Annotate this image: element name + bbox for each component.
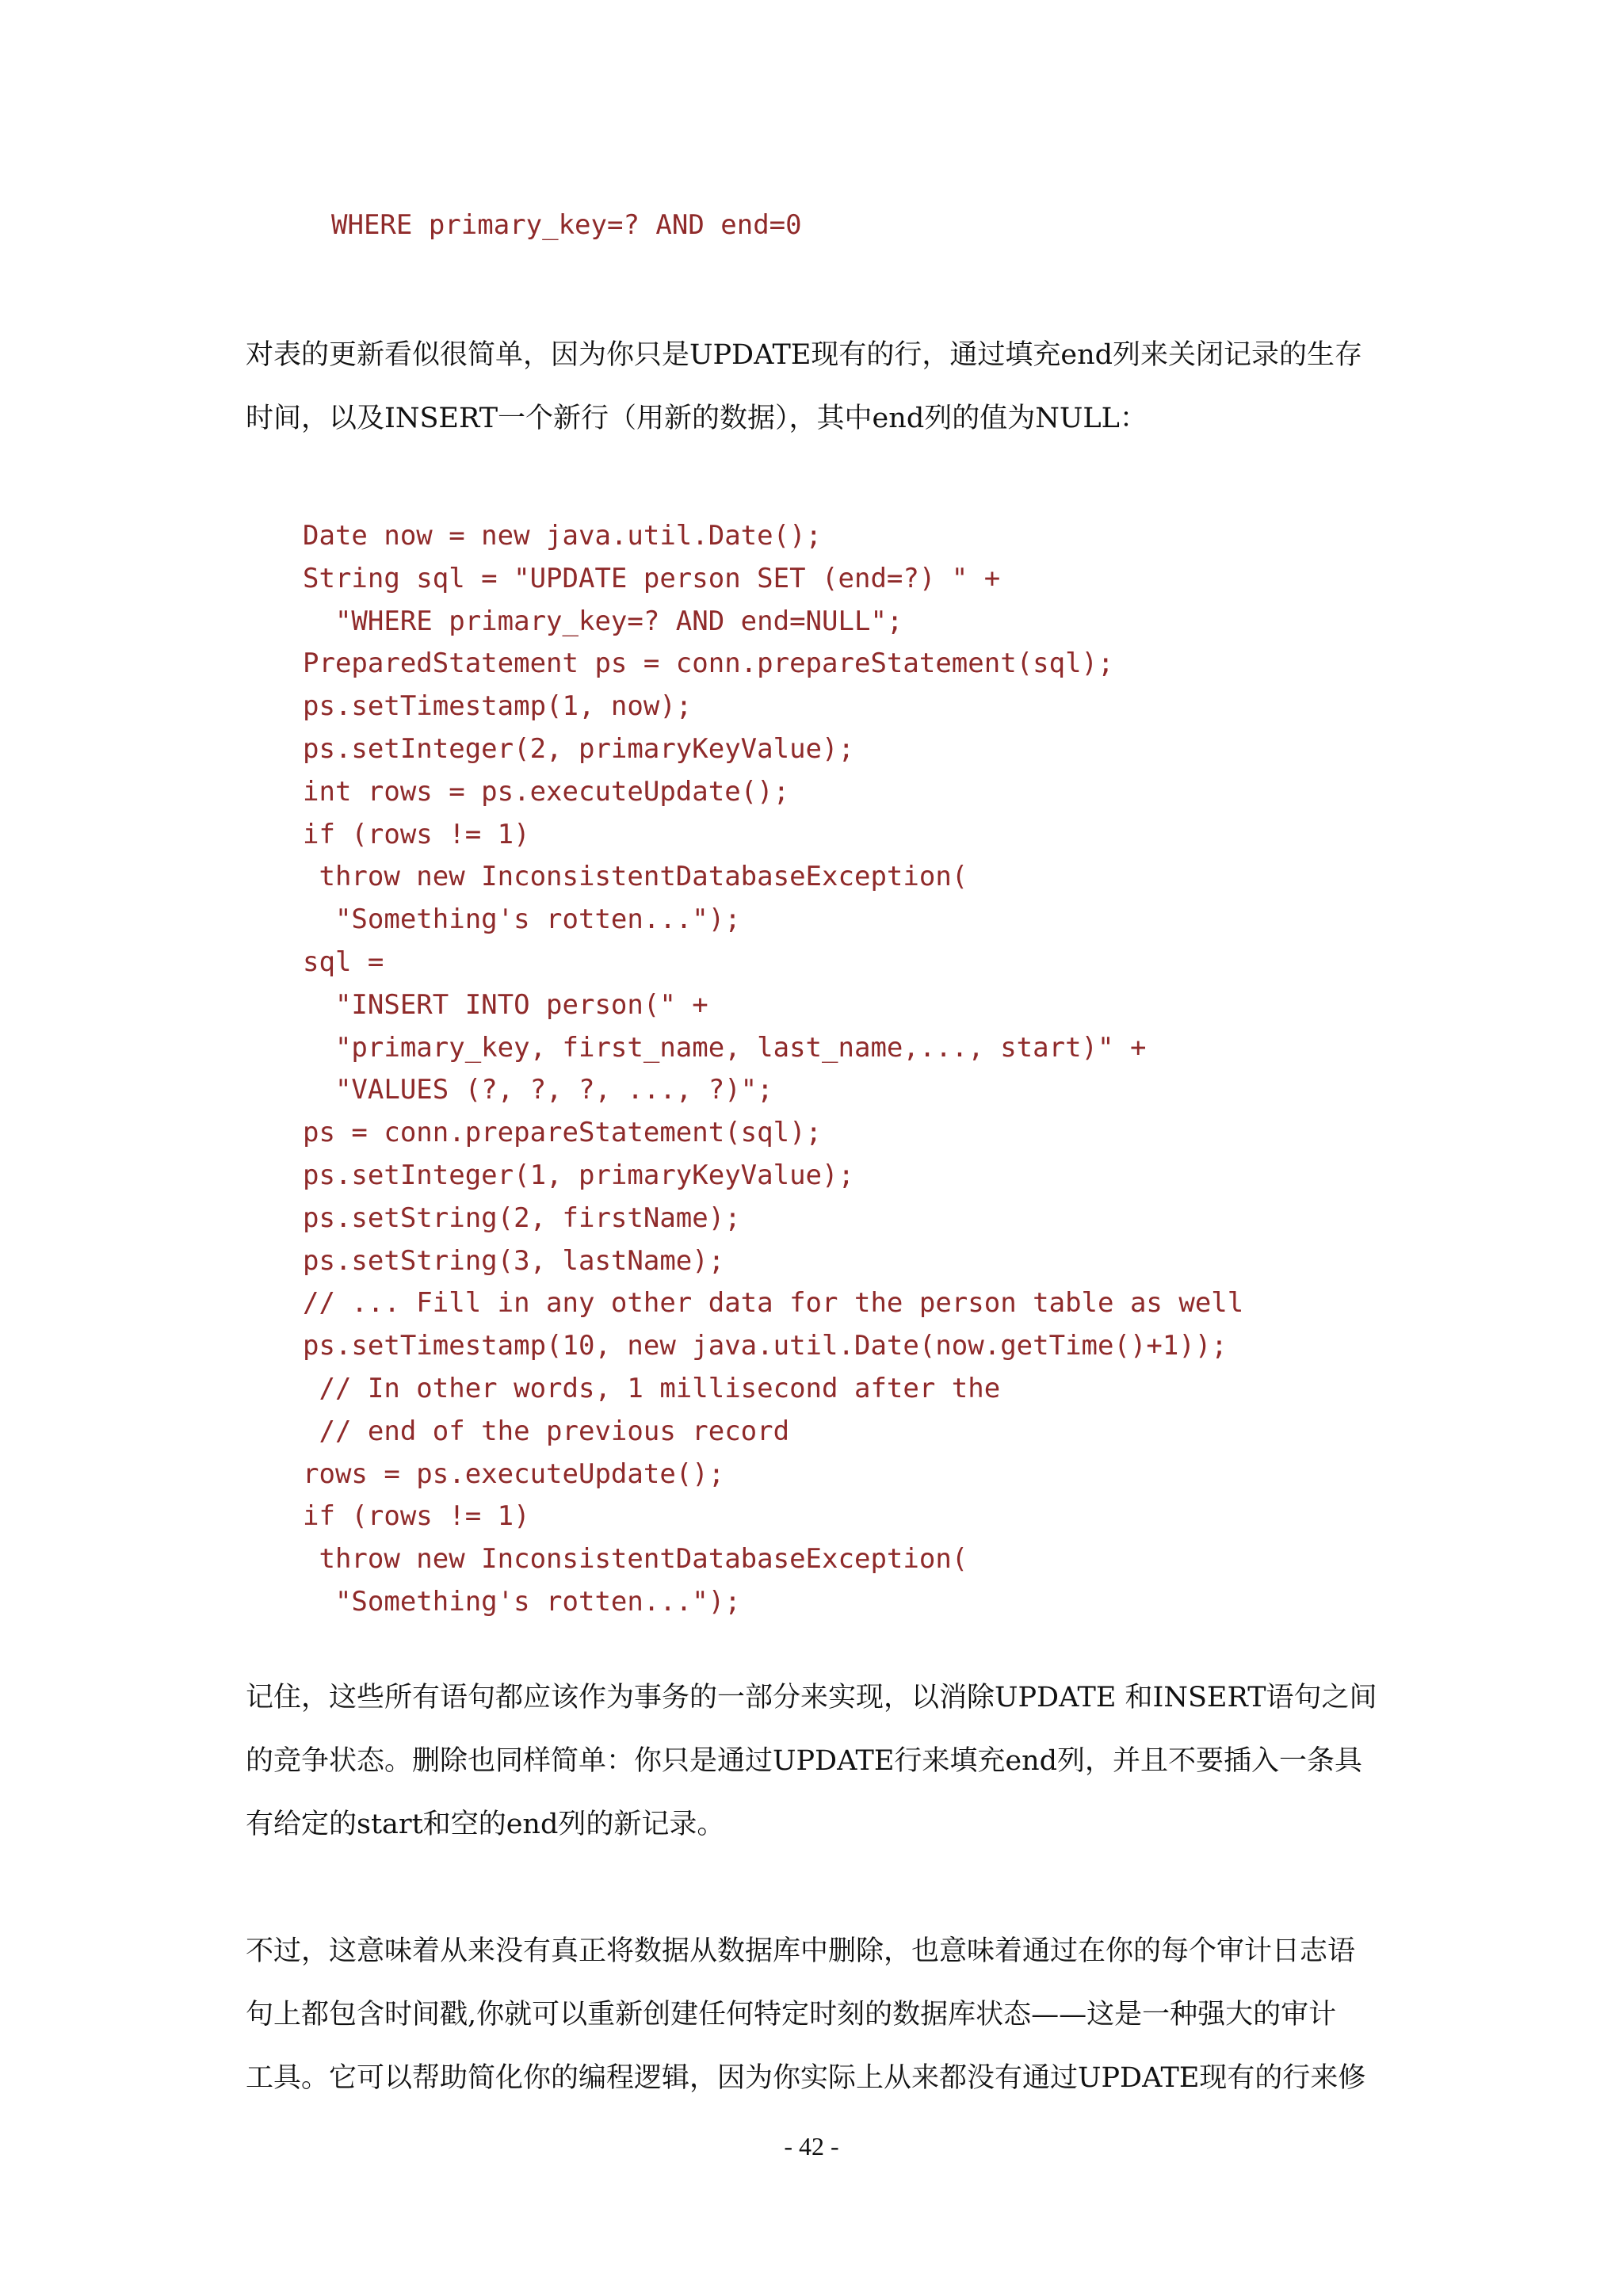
code-line: if (rows != 1) xyxy=(303,1500,530,1533)
code-line: "VALUES (?, ?, ?, ..., ?)"; xyxy=(303,1074,773,1106)
page-number: - 42 - xyxy=(784,2132,839,2160)
code-line: "primary_key, first_name, last_name,..., start)" + xyxy=(303,1031,1147,1064)
code-line: "INSERT INTO person(" + xyxy=(303,988,708,1021)
paragraph-line: 有给定的start和空的end列的新记录。 xyxy=(246,1809,725,1840)
code-block-main xyxy=(0,515,1623,1624)
code-line: ps.setInteger(1, primaryKeyValue); xyxy=(303,1159,854,1191)
code-line: ps.setString(2, firstName); xyxy=(303,1201,741,1234)
code-line: // end of the previous record xyxy=(303,1415,790,1447)
paragraph-transaction-note xyxy=(246,1666,1379,1856)
code-line: String sql = "UPDATE person SET (end=?) " + xyxy=(303,562,1001,594)
code-line: "Something's rotten..."); xyxy=(303,1585,741,1618)
code-block-top xyxy=(0,204,1623,247)
code-line: rows = ps.executeUpdate(); xyxy=(303,1457,725,1490)
code-line: WHERE primary_key=? AND end=0 xyxy=(331,209,802,241)
code-line: sql = xyxy=(303,946,384,978)
code-line: PreparedStatement ps = conn.prepareStatement(sql); xyxy=(303,648,1114,680)
code-line: if (rows != 1) xyxy=(303,818,530,850)
paragraph-line: 记住，这些所有语句都应该作为事务的一部分来实现，以消除UPDATE 和INSERT语句之间 xyxy=(246,1682,1377,1713)
code-line: ps.setInteger(2, primaryKeyValue); xyxy=(303,732,854,765)
code-line: ps.setTimestamp(1, now); xyxy=(303,690,693,723)
code-line: "Something's rotten..."); xyxy=(303,904,741,936)
paragraph-line: 的竞争状态。删除也同样简单：你只是通过UPDATE行来填充end列，并且不要插入一条具 xyxy=(246,1745,1363,1777)
paragraph-line: 不过，这意味着从来没有真正将数据从数据库中删除，也意味着通过在你的每个审计日志语 xyxy=(246,1935,1356,1967)
paragraph-audit-note xyxy=(246,1920,1379,2110)
code-line: throw new InconsistentDatabaseException( xyxy=(303,861,968,893)
code-line: // ... Fill in any other data for the person table as well xyxy=(303,1287,1244,1320)
code-line: "WHERE primary_key=? AND end=NULL"; xyxy=(303,605,903,637)
paragraph-line: 时间，以及INSERT一个新行（用新的数据），其中end列的值为NULL： xyxy=(246,403,1148,434)
code-line: ps.setString(3, lastName); xyxy=(303,1244,725,1277)
code-line: ps = conn.prepareStatement(sql); xyxy=(303,1117,823,1149)
code-line: throw new InconsistentDatabaseException( xyxy=(303,1543,968,1576)
paragraph-line: 工具。它可以帮助简化你的编程逻辑，因为你实际上从来都没有通过UPDATE现有的行来修 xyxy=(246,2062,1366,2094)
paragraph-update-explanation xyxy=(246,323,1379,450)
code-line: int rows = ps.executeUpdate(); xyxy=(303,775,790,808)
code-line: // In other words, 1 millisecond after the xyxy=(303,1372,1001,1404)
paragraph-line: 对表的更新看似很简单，因为你只是UPDATE现有的行，通过填充end列来关闭记录的生存 xyxy=(246,339,1363,371)
code-line: Date now = new java.util.Date(); xyxy=(303,520,823,552)
code-line: ps.setTimestamp(10, new java.util.Date(now.getTime()+1)); xyxy=(303,1330,1228,1362)
paragraph-line: 句上都包含时间戳,你就可以重新创建任何特定时刻的数据库状态——这是一种强大的审计 xyxy=(246,1999,1337,2030)
